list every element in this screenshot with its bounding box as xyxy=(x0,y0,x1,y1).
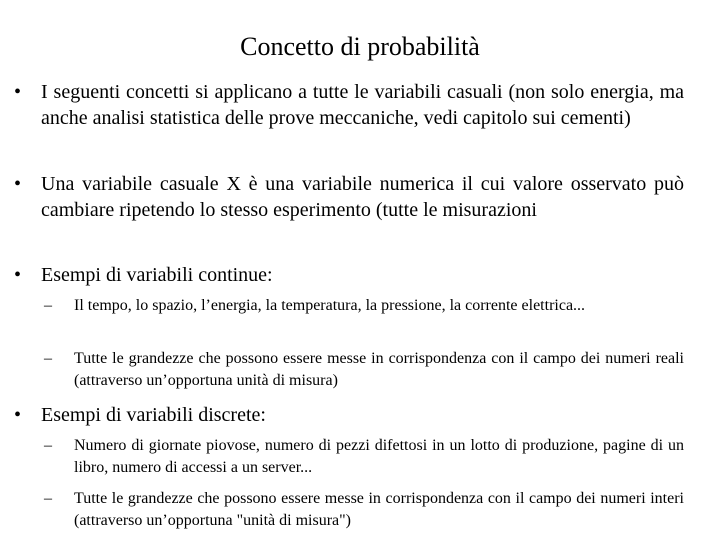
bullet-marker: • xyxy=(14,404,22,426)
sub-item-discrete-examples xyxy=(44,435,684,479)
bullet-marker: • xyxy=(14,81,22,103)
sub-item-real-numbers xyxy=(44,348,684,392)
sub-text: Tutte le grandezze che possono essere messe in corrispondenza con il campo dei numeri interi (attraverso un’opportuna "unità di misura") xyxy=(74,490,684,529)
bullet-marker: • xyxy=(14,264,22,286)
bullet-text: Esempi di variabili discrete: xyxy=(41,404,266,426)
sub-text: Tutte le grandezze che possono essere messe in corrispondenza con il campo dei numeri reali (attraverso un’opportuna unità di misura) xyxy=(74,350,684,389)
sub-marker: – xyxy=(44,490,52,507)
bullet-text: Una variabile casuale X è una variabile numerica il cui valore osservato può cambiare ripetendo lo stesso esperimento (tutte le misurazioni xyxy=(41,173,684,221)
slide-title: Concetto di probabilità xyxy=(240,32,480,61)
sub-item-integer-numbers xyxy=(44,488,684,532)
bullet-item-scope xyxy=(14,79,684,131)
sub-marker: – xyxy=(44,437,52,454)
bullet-marker: • xyxy=(14,173,22,195)
sub-item-continuous-examples xyxy=(44,295,684,317)
sub-text: Numero di giornate piovose, numero di pezzi difettosi in un lotto di produzione, pagine di un libro, numero di accessi a un server... xyxy=(74,437,684,476)
bullet-text: I seguenti concetti si applicano a tutte le variabili casuali (non solo energia, ma anche analisi statistica delle prove meccaniche, vedi capitolo sui cementi) xyxy=(41,81,684,129)
sub-text: Il tempo, lo spazio, l’energia, la temperatura, la pressione, la corrente elettrica... xyxy=(74,297,586,314)
sub-marker: – xyxy=(44,297,52,314)
bullet-text: Esempi di variabili continue: xyxy=(41,264,273,286)
sub-marker: – xyxy=(44,350,52,367)
bullet-item-continuous xyxy=(14,262,684,288)
bullet-item-definition xyxy=(14,171,684,223)
bullet-item-discrete xyxy=(14,402,684,428)
